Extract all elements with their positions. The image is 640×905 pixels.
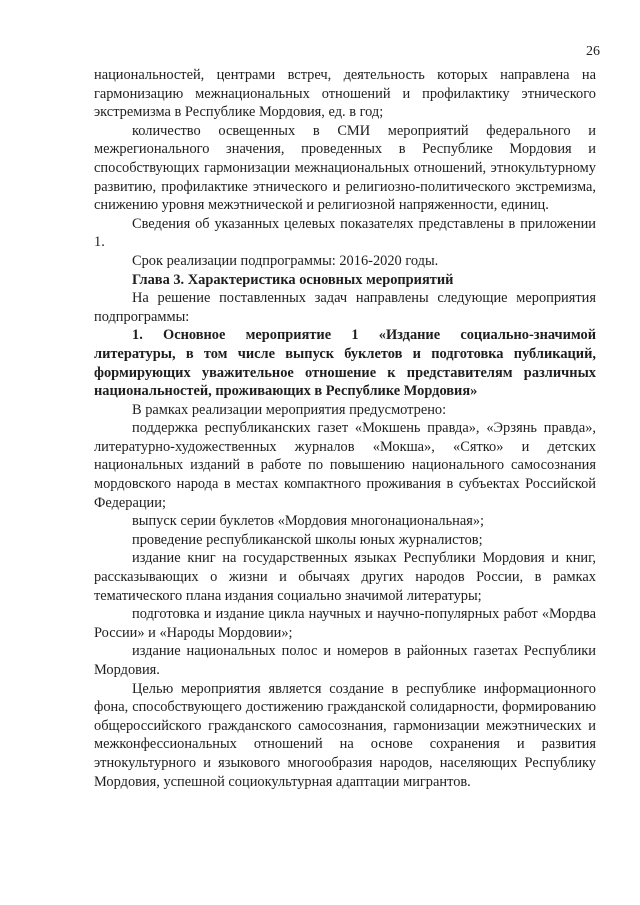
paragraph: поддержка республиканских газет «Мокшень правда», «Эрзянь правда», литературно-художественных журналов «Мокша», «Сятко» и детских национальных изданий в работе по повышению национального самосознания мордовского народа в местах компактного проживания в субъектах Российской Федерации;: [94, 420, 596, 511]
paragraph: Сведения об указанных целевых показателях представлены в приложении 1.: [94, 215, 596, 251]
paragraph: Целью мероприятия является создание в республике информационного фона, способствующего достижению гражданской солидарности, формированию общероссийского гражданского самосознания, гармонизации межэтнических и межконфессиональных отношений на основе сохранения и развития этнокультурного и языкового многообразия народов, населяющих Республику Мордовия, успешной социокультурная адаптации мигрантов.: [94, 680, 596, 790]
paragraph: издание книг на государственных языках Республики Мордовия и книг, рассказывающих о жизни и обычаях других народов России, в рамках тематического плана издания социально значимой литературы;: [94, 550, 596, 604]
paragraph: выпуск серии буклетов «Мордовия многонациональная»;: [132, 513, 485, 530]
paragraph: Срок реализации подпрограммы: 2016-2020 годы.: [132, 252, 439, 269]
paragraph: издание национальных полос и номеров в районных газетах Республики Мордовия.: [94, 643, 596, 678]
paragraph: На решение поставленных задач направлены следующие мероприятия подпрограммы:: [94, 290, 596, 325]
section-heading: Глава 3. Характеристика основных мероприятий: [132, 271, 454, 288]
event-title: 1. Основное мероприятие 1 «Издание социально-значимой литературы, в том числе выпуск буклетов и подготовка публикаций, формирующих уважительное отношение к представителям различных национальностей, проживающих в Республике Мордовия»: [94, 327, 596, 400]
page-number: 26: [586, 44, 600, 59]
paragraph: В рамках реализации мероприятия предусмотрено:: [132, 401, 447, 418]
paragraph: подготовка и издание цикла научных и научно-популярных работ «Мордва России» и «Народы Мордовии»;: [94, 606, 596, 641]
paragraph: количество освещенных в СМИ мероприятий федерального и межрегионального значения, проведенных в Республике Мордовия и способствующих гармонизации межнациональных отношений, этнокультурному развитию, профилактике этнического и религиозно-политического экстремизма, снижению уровня межэтнической и религиозной напряженности, единиц.: [94, 122, 596, 214]
document-body: [94, 66, 596, 791]
paragraph: национальностей, центрами встреч, деятельность которых направлена на гармонизацию межнациональных отношений и профилактику этнического экстремизма в Республике Мордовия, ед. в год;: [94, 67, 596, 121]
paragraph: проведение республиканской школы юных журналистов;: [132, 531, 483, 548]
